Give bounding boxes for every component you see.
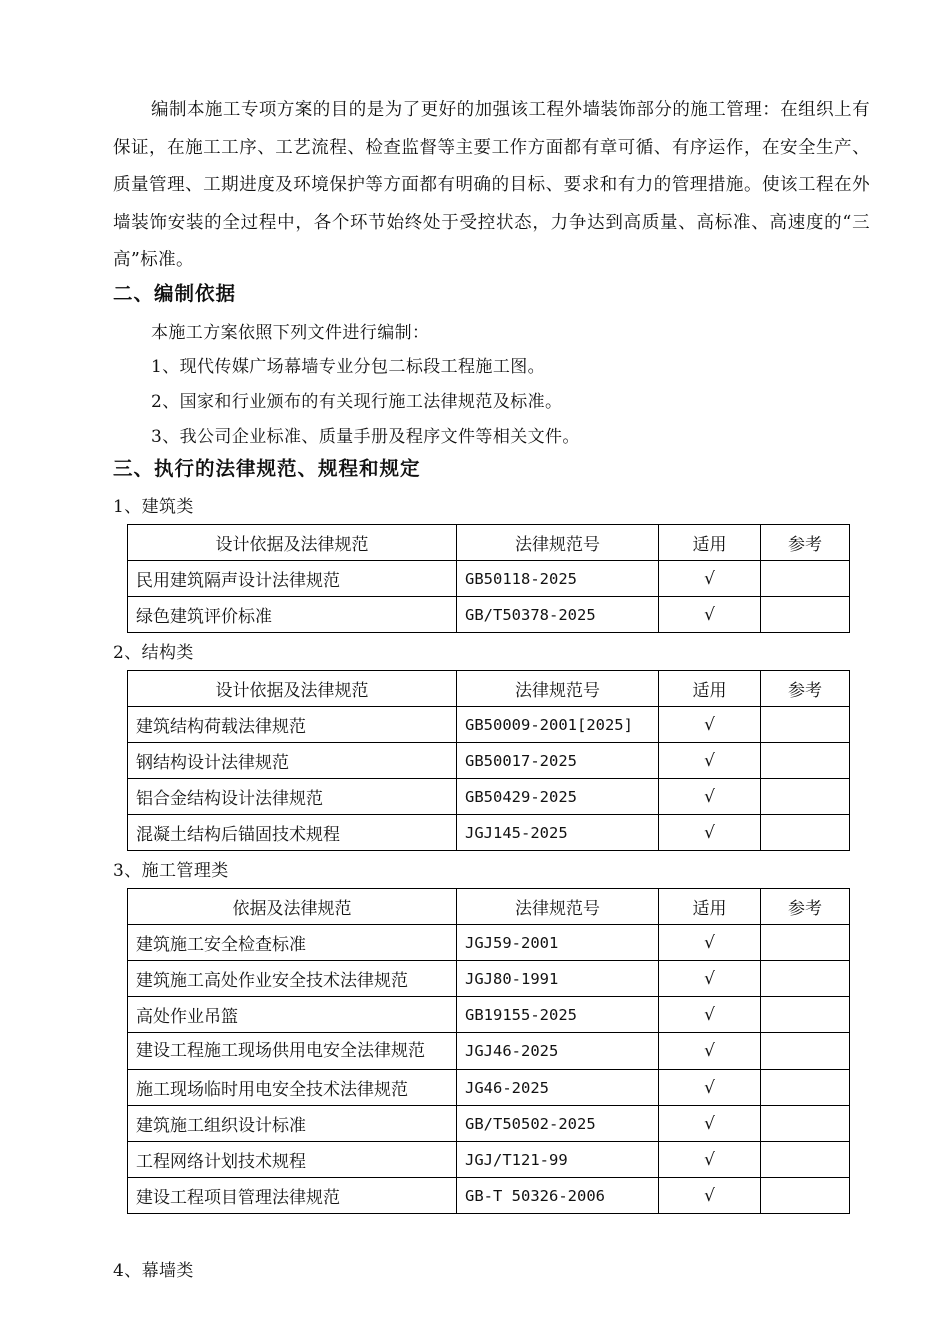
applicable-check: √: [659, 1070, 761, 1106]
standard-code: GB19155-2025: [457, 997, 659, 1033]
reference-cell: [761, 1033, 850, 1070]
table-header-row: [128, 889, 850, 925]
standard-code: JG46-2025: [457, 1070, 659, 1106]
reference-cell: [761, 961, 850, 997]
category-3-label: 3、施工管理类: [113, 861, 229, 881]
standard-code: GB50118-2025: [457, 561, 659, 597]
reference-cell: [761, 1070, 850, 1106]
section-3-heading: 三、执行的法律规范、规程和规定: [113, 457, 421, 480]
standard-name: 高处作业吊篮: [128, 997, 457, 1033]
standard-code: GB-T 50326-2006: [457, 1178, 659, 1214]
header-ref: 参考: [761, 671, 850, 707]
header-name: 设计依据及法律规范: [128, 671, 457, 707]
table-row: [128, 1033, 850, 1070]
standard-name: 绿色建筑评价标准: [128, 597, 457, 633]
standard-name: 建筑施工组织设计标准: [128, 1106, 457, 1142]
applicable-check: √: [659, 925, 761, 961]
standard-code: JGJ46-2025: [457, 1033, 659, 1070]
section-2-heading: 二、编制依据: [113, 282, 237, 305]
standard-name: 建设工程施工现场供用电安全法律规范: [128, 1033, 457, 1070]
standard-code: GB/T50378-2025: [457, 597, 659, 633]
standard-code: JGJ80-1991: [457, 961, 659, 997]
table-header-row: [128, 671, 850, 707]
table-row: [128, 925, 850, 961]
table-row: [128, 707, 850, 743]
table-row: [128, 597, 850, 633]
applicable-check: √: [659, 1178, 761, 1214]
table-row: [128, 815, 850, 851]
standard-name: 建筑施工安全检查标准: [128, 925, 457, 961]
reference-cell: [761, 1106, 850, 1142]
reference-cell: [761, 997, 850, 1033]
spec-table-architecture: [127, 524, 850, 633]
table-row: [128, 743, 850, 779]
reference-cell: [761, 925, 850, 961]
basis-item-3: 3、我公司企业标准、质量手册及程序文件等相关文件。: [151, 427, 580, 447]
standard-code: GB50017-2025: [457, 743, 659, 779]
table-row: [128, 1070, 850, 1106]
header-apply: 适用: [659, 671, 761, 707]
category-4-label: 4、幕墙类: [113, 1261, 194, 1281]
standard-name: 铝合金结构设计法律规范: [128, 779, 457, 815]
header-ref: 参考: [761, 889, 850, 925]
standard-code: GB50009-2001[2025]: [457, 707, 659, 743]
applicable-check: √: [659, 707, 761, 743]
table-row: [128, 1178, 850, 1214]
spec-table-structure: [127, 670, 850, 851]
standard-name: 混凝土结构后锚固技术规程: [128, 815, 457, 851]
reference-cell: [761, 561, 850, 597]
standard-code: JGJ/T121-99: [457, 1142, 659, 1178]
reference-cell: [761, 597, 850, 633]
table-row: [128, 997, 850, 1033]
applicable-check: √: [659, 961, 761, 997]
standard-name: 建筑结构荷载法律规范: [128, 707, 457, 743]
header-apply: 适用: [659, 525, 761, 561]
reference-cell: [761, 779, 850, 815]
standard-code: GB/T50502-2025: [457, 1106, 659, 1142]
category-2-label: 2、结构类: [113, 643, 194, 663]
applicable-check: √: [659, 597, 761, 633]
applicable-check: √: [659, 1142, 761, 1178]
table-row: [128, 961, 850, 997]
table-header-row: [128, 525, 850, 561]
table-row: [128, 779, 850, 815]
reference-cell: [761, 815, 850, 851]
applicable-check: √: [659, 743, 761, 779]
spec-table-construction-management: [127, 888, 850, 1214]
header-code: 法律规范号: [457, 671, 659, 707]
standard-name: 钢结构设计法律规范: [128, 743, 457, 779]
header-name: 依据及法律规范: [128, 889, 457, 925]
applicable-check: √: [659, 1033, 761, 1070]
standard-code: GB50429-2025: [457, 779, 659, 815]
applicable-check: √: [659, 779, 761, 815]
header-code: 法律规范号: [457, 889, 659, 925]
table-row: [128, 1106, 850, 1142]
basis-item-2: 2、国家和行业颁布的有关现行施工法律规范及标准。: [151, 392, 563, 412]
standard-code: JGJ145-2025: [457, 815, 659, 851]
header-ref: 参考: [761, 525, 850, 561]
applicable-check: √: [659, 997, 761, 1033]
intro-paragraph: 编制本施工专项方案的目的是为了更好的加强该工程外墙装饰部分的施工管理：在组织上有保证，在施工工序、工艺流程、检查监督等主要工作方面都有章可循、有序运作，在安全生产、质量管理、工期进度及环境保护等方面都有明确的目标、要求和有力的管理措施。使该工程在外墙装饰安装的全过程中，各个环节始终处于受控状态，力争达到高质量、高标准、高速度的“三高”标准。: [113, 100, 870, 271]
applicable-check: √: [659, 1106, 761, 1142]
section-2-lead: 本施工方案依照下列文件进行编制：: [151, 323, 430, 343]
reference-cell: [761, 743, 850, 779]
applicable-check: √: [659, 561, 761, 597]
category-1-label: 1、建筑类: [113, 497, 194, 517]
reference-cell: [761, 1178, 850, 1214]
basis-item-1: 1、现代传媒广场幕墙专业分包二标段工程施工图。: [151, 357, 546, 377]
standard-code: JGJ59-2001: [457, 925, 659, 961]
header-name: 设计依据及法律规范: [128, 525, 457, 561]
standard-name: 工程网络计划技术规程: [128, 1142, 457, 1178]
standard-name: 建筑施工高处作业安全技术法律规范: [128, 961, 457, 997]
applicable-check: √: [659, 815, 761, 851]
table-row: [128, 561, 850, 597]
standard-name: 民用建筑隔声设计法律规范: [128, 561, 457, 597]
standard-name: 建设工程项目管理法律规范: [128, 1178, 457, 1214]
header-code: 法律规范号: [457, 525, 659, 561]
reference-cell: [761, 707, 850, 743]
table-row: [128, 1142, 850, 1178]
header-apply: 适用: [659, 889, 761, 925]
standard-name: 施工现场临时用电安全技术法律规范: [128, 1070, 457, 1106]
reference-cell: [761, 1142, 850, 1178]
